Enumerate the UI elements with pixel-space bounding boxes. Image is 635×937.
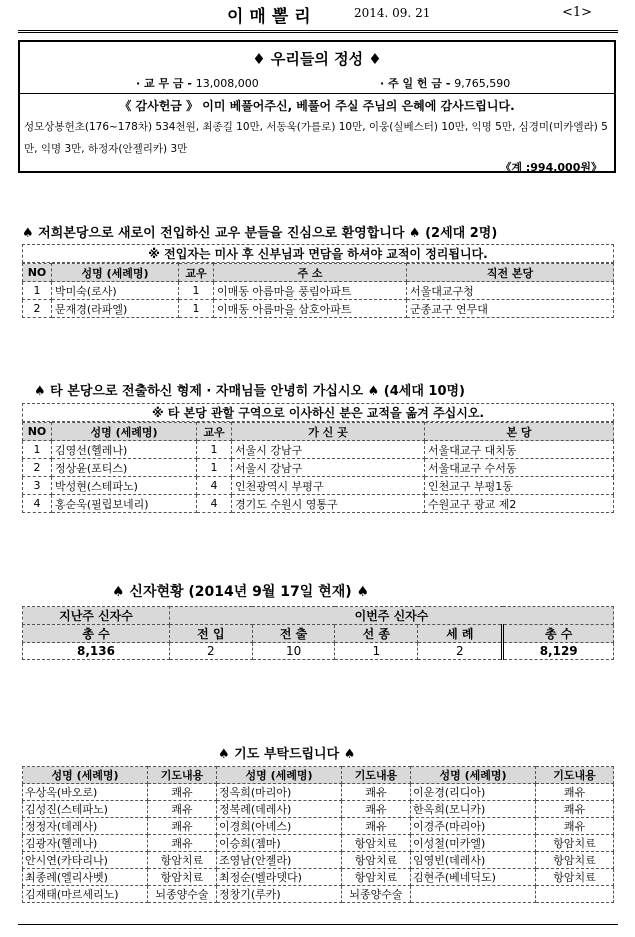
table-row — [23, 801, 614, 818]
column-header: 총 수 — [23, 625, 170, 643]
previous-parish: 서울대교구청 — [407, 282, 614, 300]
row-number: 2 — [23, 300, 52, 318]
prayer-name: 이성철(미카엘) — [411, 835, 536, 852]
table-row — [23, 835, 614, 852]
column-header: 기도내용 — [342, 767, 411, 784]
member-name: 정상윤(포티스) — [52, 459, 197, 477]
column-header: 전 입 — [170, 625, 253, 643]
prayer-name: 우상옥(바오로) — [23, 784, 148, 801]
stats-table — [22, 606, 614, 660]
prayer-name: 정정자(데레사) — [23, 818, 148, 835]
bulletin-title: 이매뽈리 — [227, 7, 317, 27]
prayer-name: 정옥희(마리아) — [217, 784, 342, 801]
newcomers-note: ※ 전입자는 미사 후 신부님과 면담을 하셔야 교적이 정리됩니다. — [22, 244, 614, 263]
last-week-total: 8,136 — [23, 643, 170, 660]
row-number: 1 — [23, 282, 52, 300]
teacher-offering — [136, 75, 259, 91]
new-parish: 수원교구 광교 제2 — [425, 495, 614, 513]
destination: 경기도 수원시 영통구 — [232, 495, 425, 513]
table-row — [23, 886, 614, 903]
departures-note: ※ 타 본당 관할 구역으로 이사하신 분은 교적을 옮겨 주십시오. — [22, 403, 614, 422]
thanks-total: 《계 :994,000원》 — [500, 161, 602, 174]
prayer-intention — [536, 886, 614, 903]
offering-box — [18, 40, 616, 173]
prayer-intention: 항암치료 — [342, 869, 411, 886]
column-header: 교우 — [197, 423, 232, 441]
member-count: 1 — [197, 441, 232, 459]
member-count: 4 — [197, 495, 232, 513]
sunday-offering-amount: 9,765,590 — [454, 77, 511, 90]
bulletin-date: 2014. 09. 21 — [354, 6, 431, 20]
destination: 서울시 강남구 — [232, 441, 425, 459]
newcomers-table — [22, 263, 614, 318]
member-count: 1 — [179, 282, 214, 300]
column-header: 기도내용 — [148, 767, 217, 784]
prayer-intention: 쾌유 — [342, 784, 411, 801]
table-row — [23, 643, 614, 660]
row-number: 4 — [23, 495, 52, 513]
destination: 서울시 강남구 — [232, 459, 425, 477]
destination: 인천광역시 부평구 — [232, 477, 425, 495]
column-header: 성명 (세례명) — [52, 423, 197, 441]
prayer-name: 이운경(리디아) — [411, 784, 536, 801]
row-number: 2 — [23, 459, 52, 477]
table-row — [23, 441, 614, 459]
column-header: 전 출 — [252, 625, 335, 643]
column-header: 성명 (세례명) — [411, 767, 536, 784]
prayer-name: 김현주(베네딕도) — [411, 869, 536, 886]
prayer-intention: 쾌유 — [536, 801, 614, 818]
prayer-intention: 항암치료 — [342, 852, 411, 869]
column-header: 가 신 곳 — [232, 423, 425, 441]
table-header-row — [23, 767, 614, 784]
table-header-row — [23, 423, 614, 441]
row-number: 3 — [23, 477, 52, 495]
prayer-intention: 항암치료 — [536, 852, 614, 869]
baptism-count: 2 — [418, 643, 503, 660]
table-row — [23, 477, 614, 495]
footer-divider — [18, 924, 618, 925]
column-header: 직전 본당 — [407, 264, 614, 282]
column-header: 성명 (세례명) — [217, 767, 342, 784]
column-header: 성명 (세례명) — [23, 767, 148, 784]
member-count: 4 — [197, 477, 232, 495]
prayer-name: 최종례(엘리사벳) — [23, 869, 148, 886]
sunday-offering-label: · 주 일 헌 금 - — [380, 77, 455, 90]
prayer-intention: 쾌유 — [536, 818, 614, 835]
prayer-name: 정창기(루카) — [217, 886, 342, 903]
address: 이매동 아름마을 삼호아파트 — [214, 300, 407, 318]
thanks-heading: 《 감사헌금 》 이미 베풀어주신, 베풀어 주실 주님의 은혜에 감사드립니다. — [119, 99, 515, 113]
prayer-name: 최정순(벨라뎃다) — [217, 869, 342, 886]
prayer-intention: 쾌유 — [148, 835, 217, 852]
prayer-name: 김성진(스테파노) — [23, 801, 148, 818]
table-header-row — [23, 607, 614, 625]
table-row — [23, 852, 614, 869]
column-header: 세 례 — [418, 625, 503, 643]
header-divider — [18, 30, 618, 33]
sunday-offering — [380, 75, 510, 91]
column-header: 기도내용 — [536, 767, 614, 784]
table-row — [23, 495, 614, 513]
member-name: 박미숙(로사) — [52, 282, 179, 300]
member-name: 문재경(라파엘) — [52, 300, 179, 318]
column-header: NO — [23, 264, 52, 282]
prayer-intention: 쾌유 — [148, 818, 217, 835]
previous-parish: 군종교구 연무대 — [407, 300, 614, 318]
transfer-in-count: 2 — [170, 643, 253, 660]
prayer-name: 한옥희(모니카) — [411, 801, 536, 818]
table-row — [23, 818, 614, 835]
thanks-list: 성모상봉헌초(176~178차) 534천원, 최종길 10만, 서동욱(가를로) 10만, 이웅(실베스터) 10만, 익명 5만, 심경미(미카엘라) 5만, 익명 3만, 하정자(안젤리카) 3만 — [24, 121, 608, 155]
column-header: 교우 — [179, 264, 214, 282]
offering-divider — [20, 93, 614, 94]
teacher-offering-label: · 교 무 금 - — [136, 77, 196, 90]
table-row — [23, 300, 614, 318]
stats-heading: ♠ 신자현황 (2014년 9월 17일 현재) ♠ — [112, 584, 370, 600]
column-header: 주 소 — [214, 264, 407, 282]
new-parish: 서울대교구 수서동 — [425, 459, 614, 477]
column-header: NO — [23, 423, 52, 441]
column-header: 성명 (세례명) — [52, 264, 179, 282]
teacher-offering-amount: 13,008,000 — [195, 77, 259, 90]
prayer-intention: 항암치료 — [536, 869, 614, 886]
prayer-name: 정복례(데레사) — [217, 801, 342, 818]
member-count: 1 — [179, 300, 214, 318]
prayer-name: 김재태(마르세리노) — [23, 886, 148, 903]
prayer-intention: 쾌유 — [342, 818, 411, 835]
prayer-name: 이경주(마리아) — [411, 818, 536, 835]
address: 이매동 아름마을 풍림아파트 — [214, 282, 407, 300]
row-number: 1 — [23, 441, 52, 459]
prayer-intention: 쾌유 — [342, 801, 411, 818]
transfer-out-count: 10 — [252, 643, 335, 660]
member-name: 박성현(스테파노) — [52, 477, 197, 495]
column-header: 선 종 — [335, 625, 418, 643]
new-parish: 서울대교구 대치동 — [425, 441, 614, 459]
table-row — [23, 459, 614, 477]
table-header-row — [23, 264, 614, 282]
table-header-row — [23, 625, 614, 643]
prayer-name: 이승희(젬마) — [217, 835, 342, 852]
newcomers-heading: ♠ 저희본당으로 새로이 전입하신 교우 분들을 진심으로 환영합니다 ♠ (2세대 2명) — [22, 226, 498, 241]
departures-table — [22, 422, 614, 513]
prayer-intention: 항암치료 — [536, 835, 614, 852]
offering-title: ♦ 우리들의 정성 ♦ — [252, 50, 382, 68]
prayer-intention: 쾌유 — [148, 801, 217, 818]
member-count: 1 — [197, 459, 232, 477]
table-row — [23, 869, 614, 886]
prayer-intention: 쾌유 — [148, 784, 217, 801]
column-header: 본 당 — [425, 423, 614, 441]
prayer-intention: 항암치료 — [148, 852, 217, 869]
prayer-name — [411, 886, 536, 903]
prayer-intention: 뇌종양수술 — [342, 886, 411, 903]
deceased-count: 1 — [335, 643, 418, 660]
prayer-intention: 뇌종양수술 — [148, 886, 217, 903]
prayer-name: 김광자(헬레나) — [23, 835, 148, 852]
prayer-name: 안시연(카타리나) — [23, 852, 148, 869]
prayer-intention: 항암치료 — [342, 835, 411, 852]
departures-heading: ♠ 타 본당으로 전출하신 형제 · 자매님들 안녕히 가십시오 ♠ (4세대 10명) — [34, 384, 466, 399]
prayer-table — [22, 766, 614, 903]
table-row — [23, 784, 614, 801]
column-header: 총 수 — [503, 625, 614, 643]
new-parish: 인천교구 부평1동 — [425, 477, 614, 495]
last-week-label: 지난주 신자수 — [23, 607, 170, 625]
member-name: 김영선(헬레나) — [52, 441, 197, 459]
prayer-name: 이경희(아녜스) — [217, 818, 342, 835]
table-row — [23, 282, 614, 300]
prayer-name: 조영남(안젤라) — [217, 852, 342, 869]
this-week-label: 이번주 신자수 — [170, 607, 614, 625]
prayer-intention: 쾌유 — [536, 784, 614, 801]
member-name: 홍순욱(필립보네리) — [52, 495, 197, 513]
prayer-name: 임영빈(데레사) — [411, 852, 536, 869]
prayer-heading: ♠ 기도 부탁드립니다 ♠ — [218, 747, 356, 762]
prayer-intention: 항암치료 — [148, 869, 217, 886]
page-number: <1> — [562, 5, 593, 20]
this-week-total: 8,129 — [503, 643, 614, 660]
